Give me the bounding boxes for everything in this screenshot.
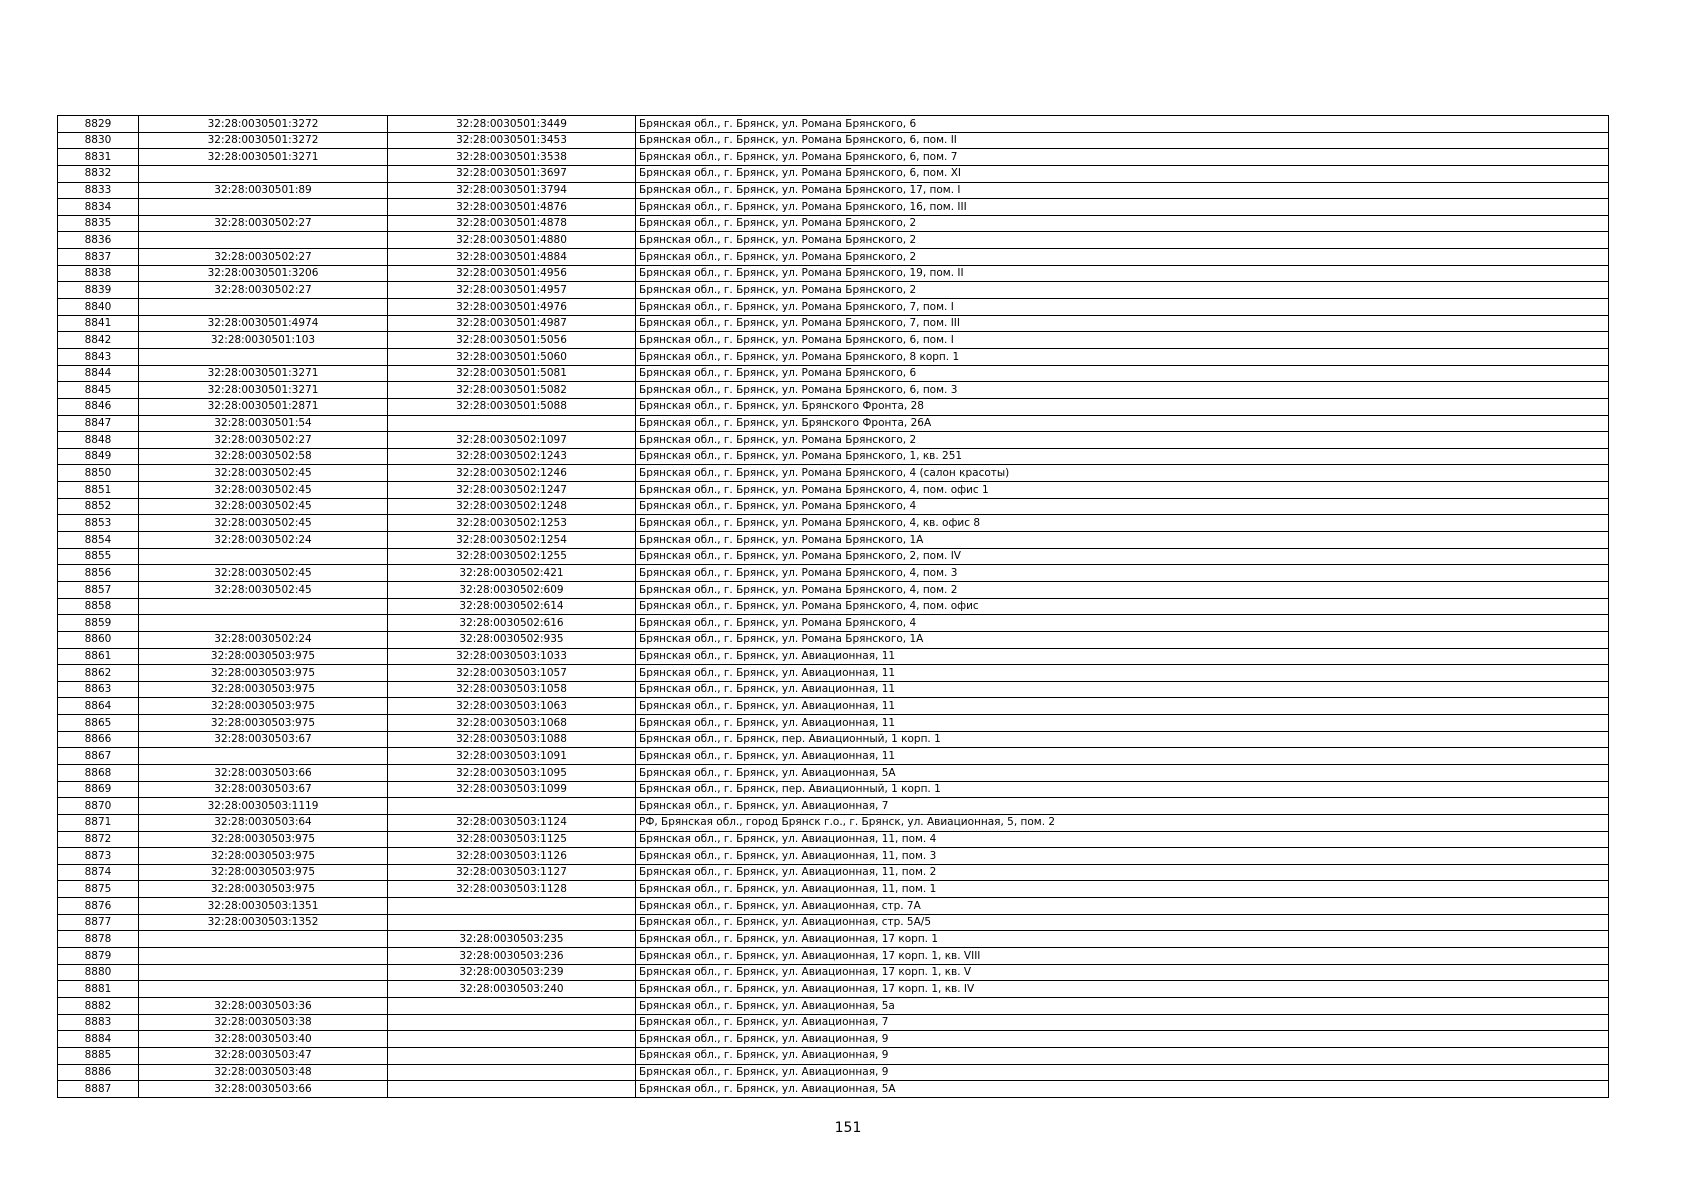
- row-number-cell: 8845: [58, 382, 139, 399]
- address-cell: Брянская обл., г. Брянск, ул. Романа Брянского, 6, пом. 7: [636, 149, 1609, 166]
- cadastral-number-cell: 32:28:0030501:5088: [388, 398, 636, 415]
- parent-cadastral-number-cell: 32:28:0030503:48: [139, 1064, 388, 1081]
- cadastral-number-cell: 32:28:0030503:240: [388, 981, 636, 998]
- table-row: [58, 165, 1609, 182]
- table-row: [58, 149, 1609, 166]
- parent-cadastral-number-cell: 32:28:0030503:975: [139, 881, 388, 898]
- address-cell: Брянская обл., г. Брянск, ул. Романа Брянского, 6, пом. II: [636, 132, 1609, 149]
- parent-cadastral-number-cell: 32:28:0030503:1352: [139, 914, 388, 931]
- address-cell: Брянская обл., г. Брянск, ул. Романа Брянского, 17, пом. I: [636, 182, 1609, 199]
- address-cell: Брянская обл., г. Брянск, пер. Авиационный, 1 корп. 1: [636, 781, 1609, 798]
- cadastral-number-cell: 32:28:0030502:616: [388, 615, 636, 632]
- parent-cadastral-number-cell: 32:28:0030502:45: [139, 482, 388, 499]
- table-row: [58, 1014, 1609, 1031]
- address-cell: Брянская обл., г. Брянск, ул. Авиационная, 11, пом. 3: [636, 848, 1609, 865]
- cadastral-number-cell: 32:28:0030501:4976: [388, 299, 636, 316]
- cadastral-number-cell: 32:28:0030501:4884: [388, 249, 636, 266]
- cadastral-number-cell: 32:28:0030501:5056: [388, 332, 636, 349]
- cadastral-number-cell: 32:28:0030501:3538: [388, 149, 636, 166]
- cadastral-number-cell: 32:28:0030501:4957: [388, 282, 636, 299]
- row-number-cell: 8861: [58, 648, 139, 665]
- parent-cadastral-number-cell: 32:28:0030503:66: [139, 1081, 388, 1098]
- row-number-cell: 8834: [58, 199, 139, 216]
- cadastral-number-cell: 32:28:0030502:935: [388, 631, 636, 648]
- parent-cadastral-number-cell: [139, 299, 388, 316]
- cadastral-number-cell: 32:28:0030503:1127: [388, 864, 636, 881]
- table-row: [58, 698, 1609, 715]
- parent-cadastral-number-cell: 32:28:0030503:47: [139, 1047, 388, 1064]
- cadastral-number-cell: 32:28:0030503:1128: [388, 881, 636, 898]
- cadastral-number-cell: 32:28:0030501:3453: [388, 132, 636, 149]
- row-number-cell: 8850: [58, 465, 139, 482]
- table-row: [58, 199, 1609, 216]
- address-cell: Брянская обл., г. Брянск, ул. Романа Брянского, 2, пом. IV: [636, 548, 1609, 565]
- table-row: [58, 648, 1609, 665]
- row-number-cell: 8885: [58, 1047, 139, 1064]
- address-cell: Брянская обл., г. Брянск, ул. Романа Брянского, 6: [636, 116, 1609, 133]
- table-row: [58, 964, 1609, 981]
- table-row: [58, 132, 1609, 149]
- row-number-cell: 8836: [58, 232, 139, 249]
- cadastral-number-cell: 32:28:0030501:4987: [388, 315, 636, 332]
- address-cell: Брянская обл., г. Брянск, ул. Романа Брянского, 2: [636, 432, 1609, 449]
- parent-cadastral-number-cell: 32:28:0030502:45: [139, 465, 388, 482]
- cadastral-number-cell: [388, 798, 636, 815]
- row-number-cell: 8874: [58, 864, 139, 881]
- row-number-cell: 8869: [58, 781, 139, 798]
- address-cell: Брянская обл., г. Брянск, ул. Романа Брянского, 4, пом. офис: [636, 598, 1609, 615]
- parent-cadastral-number-cell: 32:28:0030503:1351: [139, 898, 388, 915]
- table-row: [58, 415, 1609, 432]
- table-row: [58, 548, 1609, 565]
- table-row: [58, 398, 1609, 415]
- parent-cadastral-number-cell: 32:28:0030501:4974: [139, 315, 388, 332]
- cadastral-number-cell: 32:28:0030503:1068: [388, 715, 636, 732]
- row-number-cell: 8839: [58, 282, 139, 299]
- address-cell: Брянская обл., г. Брянск, ул. Романа Брянского, 4: [636, 498, 1609, 515]
- row-number-cell: 8837: [58, 249, 139, 266]
- cadastral-number-cell: [388, 1047, 636, 1064]
- table-row: [58, 848, 1609, 865]
- row-number-cell: 8832: [58, 165, 139, 182]
- address-cell: Брянская обл., г. Брянск, ул. Романа Брянского, 7, пом. III: [636, 315, 1609, 332]
- parent-cadastral-number-cell: 32:28:0030503:1119: [139, 798, 388, 815]
- address-cell: Брянская обл., г. Брянск, ул. Романа Брянского, 4, кв. офис 8: [636, 515, 1609, 532]
- cadastral-number-cell: 32:28:0030503:1095: [388, 764, 636, 781]
- address-cell: Брянская обл., г. Брянск, ул. Авиационная, 9: [636, 1064, 1609, 1081]
- address-cell: Брянская обл., г. Брянск, ул. Романа Брянского, 2: [636, 282, 1609, 299]
- page-number: 151: [834, 1120, 862, 1136]
- address-cell: Брянская обл., г. Брянск, ул. Авиационная, 9: [636, 1031, 1609, 1048]
- cadastral-number-cell: 32:28:0030502:1254: [388, 532, 636, 549]
- parent-cadastral-number-cell: 32:28:0030503:975: [139, 665, 388, 682]
- parent-cadastral-number-cell: 32:28:0030503:67: [139, 731, 388, 748]
- cadastral-number-cell: [388, 1064, 636, 1081]
- address-cell: Брянская обл., г. Брянск, ул. Романа Брянского, 2: [636, 249, 1609, 266]
- address-cell: Брянская обл., г. Брянск, ул. Авиационная, стр. 7А: [636, 898, 1609, 915]
- cadastral-number-cell: 32:28:0030502:614: [388, 598, 636, 615]
- cadastral-number-cell: 32:28:0030503:235: [388, 931, 636, 948]
- parent-cadastral-number-cell: 32:28:0030502:45: [139, 515, 388, 532]
- address-cell: РФ, Брянская обл., город Брянск г.о., г. Брянск, ул. Авиационная, 5, пом. 2: [636, 814, 1609, 831]
- row-number-cell: 8881: [58, 981, 139, 998]
- parent-cadastral-number-cell: 32:28:0030501:3271: [139, 149, 388, 166]
- table-row: [58, 631, 1609, 648]
- cadastral-number-cell: 32:28:0030501:4880: [388, 232, 636, 249]
- row-number-cell: 8883: [58, 1014, 139, 1031]
- row-number-cell: 8872: [58, 831, 139, 848]
- row-number-cell: 8882: [58, 997, 139, 1014]
- cadastral-number-cell: 32:28:0030503:1057: [388, 665, 636, 682]
- row-number-cell: 8829: [58, 116, 139, 133]
- address-cell: Брянская обл., г. Брянск, ул. Авиационная, 7: [636, 1014, 1609, 1031]
- parent-cadastral-number-cell: 32:28:0030502:45: [139, 565, 388, 582]
- parent-cadastral-number-cell: 32:28:0030503:38: [139, 1014, 388, 1031]
- address-cell: Брянская обл., г. Брянск, ул. Авиационная, стр. 5А/5: [636, 914, 1609, 931]
- row-number-cell: 8867: [58, 748, 139, 765]
- cadastral-number-cell: 32:28:0030502:1253: [388, 515, 636, 532]
- parent-cadastral-number-cell: 32:28:0030501:54: [139, 415, 388, 432]
- cadastral-number-cell: 32:28:0030503:1124: [388, 814, 636, 831]
- table-row: [58, 348, 1609, 365]
- address-cell: Брянская обл., г. Брянск, ул. Авиационная, 17 корп. 1: [636, 931, 1609, 948]
- parent-cadastral-number-cell: 32:28:0030501:3272: [139, 132, 388, 149]
- cadastral-number-cell: 32:28:0030503:1126: [388, 848, 636, 865]
- parent-cadastral-number-cell: 32:28:0030503:975: [139, 648, 388, 665]
- cadastral-number-cell: 32:28:0030501:4878: [388, 215, 636, 232]
- parent-cadastral-number-cell: 32:28:0030501:2871: [139, 398, 388, 415]
- parent-cadastral-number-cell: [139, 232, 388, 249]
- row-number-cell: 8870: [58, 798, 139, 815]
- row-number-cell: 8865: [58, 715, 139, 732]
- cadastral-number-cell: 32:28:0030501:3697: [388, 165, 636, 182]
- row-number-cell: 8859: [58, 615, 139, 632]
- address-cell: Брянская обл., г. Брянск, ул. Романа Брянского, 1, кв. 251: [636, 448, 1609, 465]
- address-cell: Брянская обл., г. Брянск, ул. Романа Брянского, 7, пом. I: [636, 299, 1609, 316]
- parent-cadastral-number-cell: 32:28:0030501:3271: [139, 382, 388, 399]
- row-number-cell: 8848: [58, 432, 139, 449]
- table-row: [58, 332, 1609, 349]
- row-number-cell: 8875: [58, 881, 139, 898]
- table-row: [58, 448, 1609, 465]
- row-number-cell: 8830: [58, 132, 139, 149]
- table-row: [58, 931, 1609, 948]
- table-row: [58, 981, 1609, 998]
- address-cell: Брянская обл., г. Брянск, ул. Брянского Фронта, 28: [636, 398, 1609, 415]
- cadastral-number-cell: 32:28:0030502:1248: [388, 498, 636, 515]
- address-cell: Брянская обл., г. Брянск, ул. Авиационная, 11: [636, 665, 1609, 682]
- row-number-cell: 8846: [58, 398, 139, 415]
- cadastral-number-cell: 32:28:0030501:3449: [388, 116, 636, 133]
- address-cell: Брянская обл., г. Брянск, ул. Авиационная, 11: [636, 748, 1609, 765]
- row-number-cell: 8871: [58, 814, 139, 831]
- address-cell: Брянская обл., г. Брянск, ул. Романа Брянского, 6, пом. I: [636, 332, 1609, 349]
- parent-cadastral-number-cell: 32:28:0030501:3271: [139, 365, 388, 382]
- table-row: [58, 615, 1609, 632]
- parent-cadastral-number-cell: 32:28:0030502:45: [139, 581, 388, 598]
- cadastral-number-cell: 32:28:0030502:1097: [388, 432, 636, 449]
- parent-cadastral-number-cell: 32:28:0030501:3206: [139, 265, 388, 282]
- address-cell: Брянская обл., г. Брянск, ул. Романа Брянского, 8 корп. 1: [636, 348, 1609, 365]
- table-row: [58, 864, 1609, 881]
- cadastral-number-cell: 32:28:0030502:1255: [388, 548, 636, 565]
- address-cell: Брянская обл., г. Брянск, ул. Авиационная, 17 корп. 1, кв. IV: [636, 981, 1609, 998]
- parent-cadastral-number-cell: [139, 964, 388, 981]
- table-row: [58, 598, 1609, 615]
- address-cell: Брянская обл., г. Брянск, ул. Авиационная, 11, пом. 4: [636, 831, 1609, 848]
- address-cell: Брянская обл., г. Брянск, ул. Авиационная, 5А: [636, 1081, 1609, 1098]
- parent-cadastral-number-cell: 32:28:0030503:975: [139, 848, 388, 865]
- parent-cadastral-number-cell: 32:28:0030502:58: [139, 448, 388, 465]
- table-row: [58, 565, 1609, 582]
- cadastral-number-cell: 32:28:0030502:1243: [388, 448, 636, 465]
- row-number-cell: 8887: [58, 1081, 139, 1098]
- table-row: [58, 232, 1609, 249]
- cadastral-number-cell: 32:28:0030501:5081: [388, 365, 636, 382]
- address-cell: Брянская обл., г. Брянск, ул. Романа Брянского, 2: [636, 232, 1609, 249]
- parent-cadastral-number-cell: 32:28:0030503:975: [139, 864, 388, 881]
- address-cell: Брянская обл., г. Брянск, ул. Авиационная, 11: [636, 681, 1609, 698]
- row-number-cell: 8858: [58, 598, 139, 615]
- cadastral-number-cell: 32:28:0030502:421: [388, 565, 636, 582]
- address-cell: Брянская обл., г. Брянск, ул. Романа Брянского, 6: [636, 365, 1609, 382]
- parent-cadastral-number-cell: [139, 548, 388, 565]
- row-number-cell: 8844: [58, 365, 139, 382]
- table-row: [58, 482, 1609, 499]
- row-number-cell: 8868: [58, 764, 139, 781]
- table-row: [58, 914, 1609, 931]
- address-cell: Брянская обл., г. Брянск, ул. Авиационная, 11, пом. 1: [636, 881, 1609, 898]
- cadastral-number-cell: [388, 1014, 636, 1031]
- row-number-cell: 8880: [58, 964, 139, 981]
- parent-cadastral-number-cell: 32:28:0030503:66: [139, 764, 388, 781]
- row-number-cell: 8877: [58, 914, 139, 931]
- row-number-cell: 8835: [58, 215, 139, 232]
- address-cell: Брянская обл., г. Брянск, ул. Романа Брянского, 4: [636, 615, 1609, 632]
- cadastral-number-cell: 32:28:0030502:1246: [388, 465, 636, 482]
- address-cell: Брянская обл., г. Брянск, ул. Авиационная, 17 корп. 1, кв. VIII: [636, 948, 1609, 965]
- table-row: [58, 465, 1609, 482]
- parent-cadastral-number-cell: 32:28:0030502:27: [139, 249, 388, 266]
- table-row: [58, 265, 1609, 282]
- parent-cadastral-number-cell: 32:28:0030503:67: [139, 781, 388, 798]
- row-number-cell: 8840: [58, 299, 139, 316]
- parent-cadastral-number-cell: 32:28:0030501:89: [139, 182, 388, 199]
- parent-cadastral-number-cell: 32:28:0030502:24: [139, 532, 388, 549]
- table-row: [58, 997, 1609, 1014]
- row-number-cell: 8852: [58, 498, 139, 515]
- table-row: [58, 532, 1609, 549]
- address-cell: Брянская обл., г. Брянск, ул. Авиационная, 5А: [636, 764, 1609, 781]
- table-row: [58, 282, 1609, 299]
- parent-cadastral-number-cell: [139, 931, 388, 948]
- row-number-cell: 8873: [58, 848, 139, 865]
- table-row: [58, 881, 1609, 898]
- cadastral-number-cell: 32:28:0030503:1099: [388, 781, 636, 798]
- row-number-cell: 8847: [58, 415, 139, 432]
- table-row: [58, 1081, 1609, 1098]
- table-row: [58, 116, 1609, 133]
- table-row: [58, 715, 1609, 732]
- address-cell: Брянская обл., г. Брянск, ул. Авиационная, 5а: [636, 997, 1609, 1014]
- row-number-cell: 8879: [58, 948, 139, 965]
- address-cell: Брянская обл., г. Брянск, ул. Романа Брянского, 2: [636, 215, 1609, 232]
- address-cell: Брянская обл., г. Брянск, ул. Романа Брянского, 1А: [636, 631, 1609, 648]
- address-cell: Брянская обл., г. Брянск, ул. Романа Брянского, 4 (салон красоты): [636, 465, 1609, 482]
- cadastral-number-cell: 32:28:0030501:5060: [388, 348, 636, 365]
- table-row: [58, 1047, 1609, 1064]
- address-cell: Брянская обл., г. Брянск, ул. Романа Брянского, 1А: [636, 532, 1609, 549]
- cadastral-number-cell: 32:28:0030502:1247: [388, 482, 636, 499]
- address-cell: Брянская обл., г. Брянск, ул. Авиационная, 11: [636, 698, 1609, 715]
- table-row: [58, 1064, 1609, 1081]
- cadastral-number-cell: 32:28:0030503:1091: [388, 748, 636, 765]
- parent-cadastral-number-cell: 32:28:0030503:40: [139, 1031, 388, 1048]
- address-cell: Брянская обл., г. Брянск, ул. Романа Брянского, 4, пом. 3: [636, 565, 1609, 582]
- address-cell: Брянская обл., г. Брянск, ул. Авиационная, 7: [636, 798, 1609, 815]
- parent-cadastral-number-cell: 32:28:0030503:64: [139, 814, 388, 831]
- parent-cadastral-number-cell: [139, 165, 388, 182]
- parent-cadastral-number-cell: 32:28:0030502:45: [139, 498, 388, 515]
- parent-cadastral-number-cell: [139, 748, 388, 765]
- table-row: [58, 831, 1609, 848]
- parent-cadastral-number-cell: [139, 348, 388, 365]
- parent-cadastral-number-cell: 32:28:0030502:24: [139, 631, 388, 648]
- cadastral-number-cell: [388, 997, 636, 1014]
- table-body: [58, 116, 1609, 1098]
- cadastral-number-cell: 32:28:0030501:4876: [388, 199, 636, 216]
- parent-cadastral-number-cell: [139, 598, 388, 615]
- row-number-cell: 8833: [58, 182, 139, 199]
- row-number-cell: 8842: [58, 332, 139, 349]
- parent-cadastral-number-cell: [139, 199, 388, 216]
- cadastral-number-cell: 32:28:0030503:1125: [388, 831, 636, 848]
- cadastral-number-cell: 32:28:0030503:239: [388, 964, 636, 981]
- table-row: [58, 432, 1609, 449]
- parent-cadastral-number-cell: [139, 615, 388, 632]
- table-row: [58, 581, 1609, 598]
- address-cell: Брянская обл., г. Брянск, ул. Романа Брянского, 19, пом. II: [636, 265, 1609, 282]
- address-cell: Брянская обл., г. Брянск, ул. Брянского Фронта, 26А: [636, 415, 1609, 432]
- row-number-cell: 8860: [58, 631, 139, 648]
- cadastral-number-cell: 32:28:0030501:4956: [388, 265, 636, 282]
- cadastral-number-cell: 32:28:0030502:609: [388, 581, 636, 598]
- table-row: [58, 498, 1609, 515]
- row-number-cell: 8843: [58, 348, 139, 365]
- row-number-cell: 8838: [58, 265, 139, 282]
- table-row: [58, 249, 1609, 266]
- row-number-cell: 8863: [58, 681, 139, 698]
- table-row: [58, 798, 1609, 815]
- row-number-cell: 8856: [58, 565, 139, 582]
- row-number-cell: 8864: [58, 698, 139, 715]
- parent-cadastral-number-cell: 32:28:0030503:36: [139, 997, 388, 1014]
- row-number-cell: 8862: [58, 665, 139, 682]
- cadastral-number-cell: [388, 415, 636, 432]
- cadastral-number-cell: 32:28:0030503:1063: [388, 698, 636, 715]
- table-row: [58, 1031, 1609, 1048]
- cadastral-number-cell: 32:28:0030501:5082: [388, 382, 636, 399]
- row-number-cell: 8849: [58, 448, 139, 465]
- table-row: [58, 182, 1609, 199]
- cadastral-number-cell: [388, 1031, 636, 1048]
- cadastral-registry-table: [57, 115, 1609, 1098]
- parent-cadastral-number-cell: [139, 948, 388, 965]
- parent-cadastral-number-cell: 32:28:0030502:27: [139, 215, 388, 232]
- parent-cadastral-number-cell: 32:28:0030503:975: [139, 831, 388, 848]
- row-number-cell: 8886: [58, 1064, 139, 1081]
- table-row: [58, 315, 1609, 332]
- parent-cadastral-number-cell: [139, 981, 388, 998]
- table-row: [58, 898, 1609, 915]
- table-row: [58, 515, 1609, 532]
- table-row: [58, 382, 1609, 399]
- parent-cadastral-number-cell: 32:28:0030501:103: [139, 332, 388, 349]
- cadastral-number-cell: 32:28:0030503:236: [388, 948, 636, 965]
- cadastral-number-cell: 32:28:0030503:1033: [388, 648, 636, 665]
- parent-cadastral-number-cell: 32:28:0030503:975: [139, 715, 388, 732]
- row-number-cell: 8831: [58, 149, 139, 166]
- parent-cadastral-number-cell: 32:28:0030501:3272: [139, 116, 388, 133]
- address-cell: Брянская обл., г. Брянск, ул. Авиационная, 11: [636, 648, 1609, 665]
- table-row: [58, 748, 1609, 765]
- cadastral-number-cell: [388, 1081, 636, 1098]
- address-cell: Брянская обл., г. Брянск, ул. Романа Брянского, 4, пом. офис 1: [636, 482, 1609, 499]
- address-cell: Брянская обл., г. Брянск, ул. Авиационная, 11, пом. 2: [636, 864, 1609, 881]
- row-number-cell: 8855: [58, 548, 139, 565]
- table-row: [58, 215, 1609, 232]
- cadastral-number-cell: [388, 914, 636, 931]
- row-number-cell: 8884: [58, 1031, 139, 1048]
- row-number-cell: 8841: [58, 315, 139, 332]
- cadastral-number-cell: 32:28:0030501:3794: [388, 182, 636, 199]
- address-cell: Брянская обл., г. Брянск, ул. Авиационная, 9: [636, 1047, 1609, 1064]
- parent-cadastral-number-cell: 32:28:0030503:975: [139, 698, 388, 715]
- address-cell: Брянская обл., г. Брянск, пер. Авиационный, 1 корп. 1: [636, 731, 1609, 748]
- table-row: [58, 665, 1609, 682]
- row-number-cell: 8853: [58, 515, 139, 532]
- row-number-cell: 8854: [58, 532, 139, 549]
- cadastral-number-cell: 32:28:0030503:1058: [388, 681, 636, 698]
- table-row: [58, 781, 1609, 798]
- table-row: [58, 681, 1609, 698]
- row-number-cell: 8851: [58, 482, 139, 499]
- table-row: [58, 764, 1609, 781]
- table-row: [58, 299, 1609, 316]
- table-row: [58, 814, 1609, 831]
- address-cell: Брянская обл., г. Брянск, ул. Авиационная, 17 корп. 1, кв. V: [636, 964, 1609, 981]
- address-cell: Брянская обл., г. Брянск, ул. Романа Брянского, 4, пом. 2: [636, 581, 1609, 598]
- parent-cadastral-number-cell: 32:28:0030502:27: [139, 432, 388, 449]
- table-row: [58, 365, 1609, 382]
- parent-cadastral-number-cell: 32:28:0030503:975: [139, 681, 388, 698]
- cadastral-number-cell: [388, 898, 636, 915]
- cadastral-number-cell: 32:28:0030503:1088: [388, 731, 636, 748]
- row-number-cell: 8866: [58, 731, 139, 748]
- table-row: [58, 731, 1609, 748]
- address-cell: Брянская обл., г. Брянск, ул. Авиационная, 11: [636, 715, 1609, 732]
- address-cell: Брянская обл., г. Брянск, ул. Романа Брянского, 16, пом. III: [636, 199, 1609, 216]
- row-number-cell: 8857: [58, 581, 139, 598]
- parent-cadastral-number-cell: 32:28:0030502:27: [139, 282, 388, 299]
- row-number-cell: 8878: [58, 931, 139, 948]
- address-cell: Брянская обл., г. Брянск, ул. Романа Брянского, 6, пом. 3: [636, 382, 1609, 399]
- row-number-cell: 8876: [58, 898, 139, 915]
- address-cell: Брянская обл., г. Брянск, ул. Романа Брянского, 6, пом. XI: [636, 165, 1609, 182]
- table-row: [58, 948, 1609, 965]
